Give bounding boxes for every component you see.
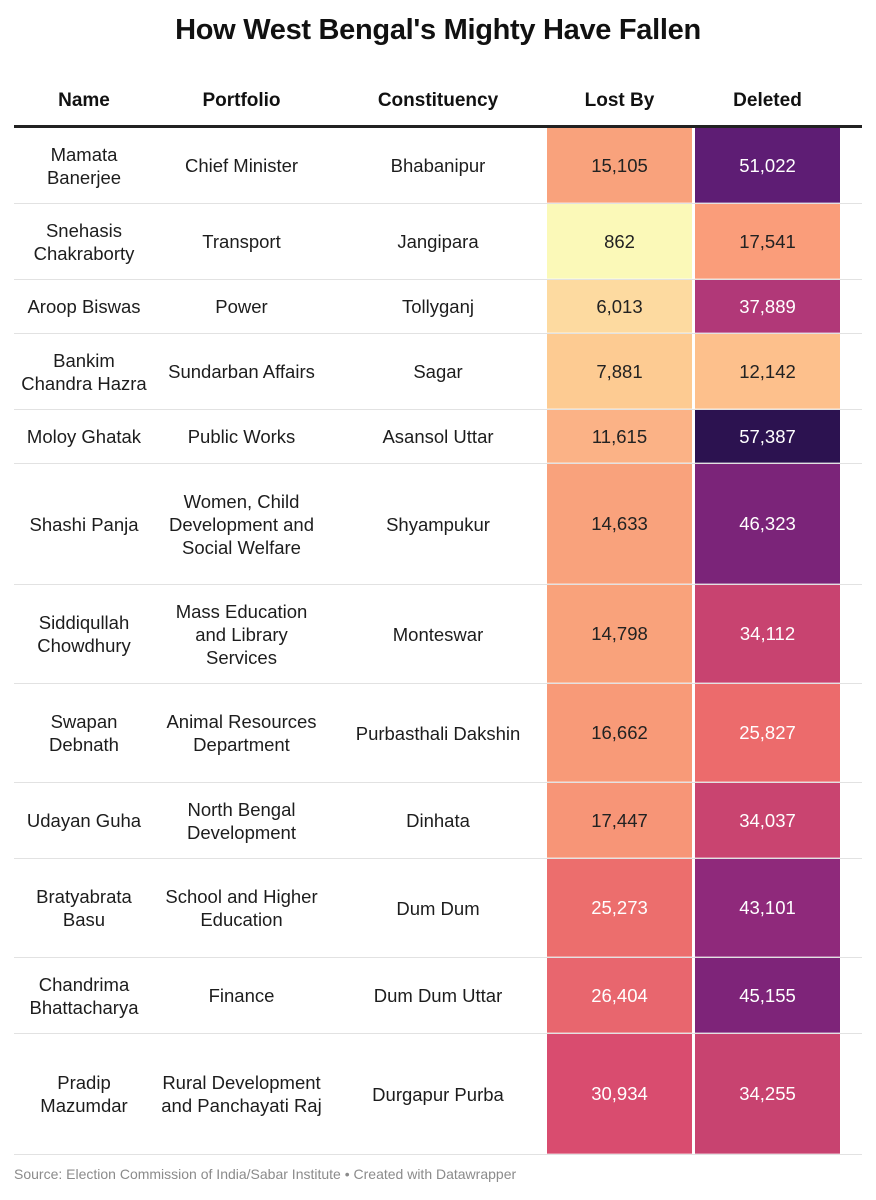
cell-lost-by: 16,662 (547, 684, 692, 782)
cell-lost-by: 7,881 (547, 334, 692, 409)
table-row (14, 1034, 862, 1155)
cell-name: Siddiqullah Chowdhury (37, 612, 131, 656)
table-row (14, 128, 862, 204)
cell-portfolio: Finance (208, 985, 275, 1006)
cell-name: Udayan Guha (26, 810, 142, 831)
header-portfolio: Portfolio (202, 89, 281, 111)
cell-portfolio: School and Higher Education (165, 886, 318, 930)
cell-lost-by: 25,273 (547, 859, 692, 957)
cell-constituency: Dum Dum Uttar (373, 985, 503, 1006)
cell-portfolio: Sundarban Affairs (168, 361, 315, 382)
source-note: Source: Election Commission of India/Sabar Institute • Created with Datawrapper (14, 1166, 517, 1182)
cell-portfolio: Women, Child Development and Social Welfare (168, 490, 314, 558)
cell-constituency: Jangipara (397, 231, 479, 252)
cell-lost-by: 17,447 (547, 783, 692, 858)
cell-name: Pradip Mazumdar (40, 1072, 128, 1116)
cell-name: Chandrima Bhattacharya (29, 973, 139, 1018)
cell-portfolio: Transport (202, 231, 281, 252)
table-row (14, 859, 862, 958)
cell-deleted: 46,323 (695, 464, 840, 584)
cell-name: Bankim Chandra Hazra (21, 349, 147, 394)
header-constituency: Constituency (377, 89, 499, 111)
cell-lost-by: 14,633 (547, 464, 692, 584)
cell-constituency: Dinhata (406, 810, 470, 831)
cell-constituency: Dum Dum (396, 897, 480, 919)
table-row (14, 204, 862, 280)
cell-deleted: 43,101 (695, 859, 840, 957)
cell-constituency: Shyampukur (386, 513, 490, 535)
cell-constituency: Sagar (413, 361, 463, 382)
header-deleted: Deleted (733, 89, 802, 111)
cell-lost-by: 26,404 (547, 958, 692, 1033)
cell-lost-by: 6,013 (547, 280, 692, 333)
table-body (14, 128, 862, 1155)
cell-deleted: 57,387 (695, 410, 840, 463)
cell-deleted: 34,255 (695, 1034, 840, 1154)
table-row (14, 410, 862, 464)
cell-lost-by: 14,798 (547, 585, 692, 683)
cell-deleted: 12,142 (695, 334, 840, 409)
cell-lost-by: 15,105 (547, 128, 692, 203)
cell-name: Aroop Biswas (27, 296, 141, 317)
cell-deleted: 37,889 (695, 280, 840, 333)
cell-deleted: 17,541 (695, 204, 840, 279)
cell-constituency: Durgapur Purba (372, 1083, 504, 1105)
cell-portfolio: Mass Education and Library Services (175, 600, 308, 668)
cell-constituency: Asansol Uttar (382, 426, 494, 447)
cell-constituency: Monteswar (392, 623, 484, 645)
cell-lost-by: 11,615 (547, 410, 692, 463)
cell-deleted: 45,155 (695, 958, 840, 1033)
cell-lost-by: 30,934 (547, 1034, 692, 1154)
cell-name: Shashi Panja (29, 513, 139, 535)
table-row (14, 280, 862, 334)
header-lost-by: Lost By (584, 89, 655, 111)
cell-name: Mamata Banerjee (46, 143, 122, 188)
cell-deleted: 34,112 (695, 585, 840, 683)
data-table (14, 75, 862, 1155)
table-row (14, 585, 862, 684)
table-row (14, 783, 862, 859)
cell-deleted: 34,037 (695, 783, 840, 858)
cell-name: Swapan Debnath (49, 711, 119, 755)
cell-name: Snehasis Chakraborty (33, 219, 135, 264)
cell-constituency: Bhabanipur (390, 155, 486, 176)
table-row (14, 684, 862, 783)
cell-portfolio: Public Works (187, 426, 296, 447)
header-name: Name (58, 89, 110, 111)
cell-deleted: 25,827 (695, 684, 840, 782)
cell-name: Bratyabrata Basu (36, 886, 132, 930)
table-header (14, 75, 862, 128)
cell-portfolio: Animal Resources Department (166, 711, 317, 755)
table-row (14, 334, 862, 410)
cell-portfolio: Power (215, 296, 268, 317)
cell-deleted: 51,022 (695, 128, 840, 203)
chart-title: How West Bengal's Mighty Have Fallen (175, 14, 701, 46)
table-row (14, 958, 862, 1034)
table-row (14, 464, 862, 585)
cell-portfolio: Rural Development and Panchayati Raj (161, 1072, 322, 1116)
cell-portfolio: Chief Minister (184, 155, 299, 176)
cell-constituency: Tollyganj (402, 296, 474, 317)
cell-lost-by: 862 (547, 204, 692, 279)
cell-portfolio: North Bengal Development (186, 798, 296, 843)
cell-constituency: Purbasthali Dakshin (355, 722, 521, 744)
cell-name: Moloy Ghatak (26, 426, 142, 447)
